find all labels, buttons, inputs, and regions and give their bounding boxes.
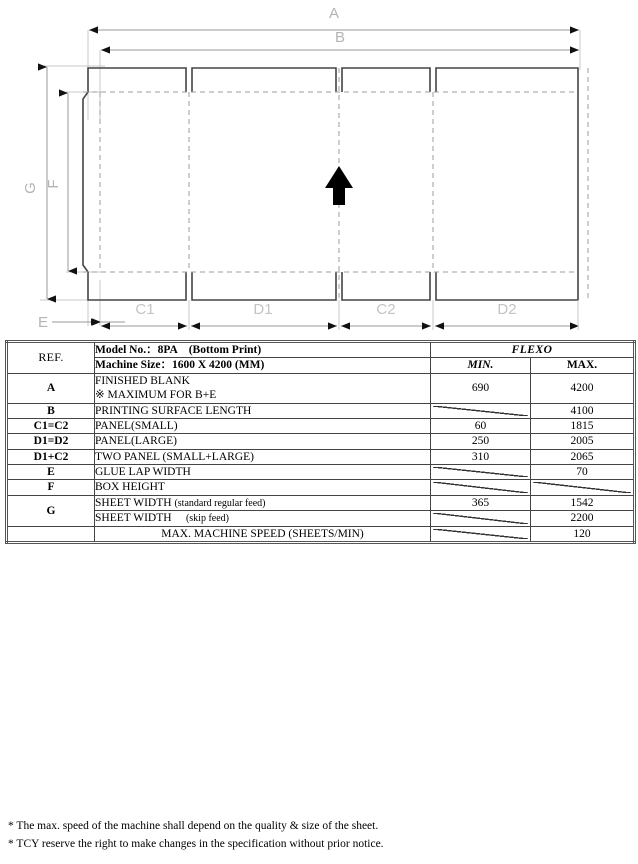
dimension-f — [45, 93, 68, 271]
row-min-value — [431, 480, 531, 495]
row-min-value: 310 — [431, 449, 531, 464]
row-max-value: 2005 — [531, 434, 635, 449]
row-ref: D1+C2 — [7, 449, 95, 464]
row-max-value: 70 — [531, 465, 635, 480]
dimension-label-f: F — [45, 179, 62, 189]
specification-table — [5, 340, 636, 544]
feed-direction-arrow — [325, 166, 353, 205]
row-max-value: 1542 — [531, 495, 635, 511]
dimension-label-a: A — [328, 5, 340, 22]
row-max-value: 4200 — [531, 373, 635, 403]
row-max-value: 2065 — [531, 449, 635, 464]
row-ref: C1=C2 — [7, 418, 95, 433]
row-description-main: SHEET WIDTH — [95, 512, 186, 525]
row-description-line1: FINISHED BLANK — [95, 374, 190, 387]
table-row — [7, 434, 635, 449]
dimension-label-d2: D2 — [497, 301, 517, 318]
row-description-detail: (skip feed) — [185, 513, 229, 525]
process-header-cell: FLEXO — [431, 342, 635, 358]
row-min-value: 690 — [431, 373, 531, 403]
table-header-row-model — [7, 342, 635, 358]
row-min-value — [431, 403, 531, 418]
row-ref — [7, 526, 95, 542]
row-ref: A — [7, 373, 95, 403]
row-description: MAX. MACHINE SPEED (SHEETS/MIN) — [95, 526, 431, 542]
row-max-value: 4100 — [531, 403, 635, 418]
row-min-value: 250 — [431, 434, 531, 449]
row-min-value — [431, 526, 531, 542]
dimension-e — [38, 314, 125, 331]
row-description: BOX HEIGHT — [95, 480, 431, 495]
table-header-row-machine-size — [7, 358, 635, 373]
dimension-label-g: G — [22, 182, 39, 194]
row-description-detail: (standard regular feed) — [174, 497, 266, 509]
model-no-cell: Model No.：8PA (Bottom Print) — [95, 342, 431, 358]
row-description — [95, 495, 431, 511]
row-min-value: 60 — [431, 418, 531, 433]
row-ref: B — [7, 403, 95, 418]
table-row — [7, 495, 635, 511]
row-description — [95, 511, 431, 527]
machine-size-cell: Machine Size：1600 X 4200 (MM) — [95, 358, 431, 373]
table-row — [7, 403, 635, 418]
footnote-line-2: * TCY reserve the right to make changes in the specification without prior notice. — [8, 837, 384, 850]
footnotes — [8, 818, 628, 854]
footnote-line-1: * The max. speed of the machine shall depend on the quality & size of the sheet. — [8, 820, 379, 832]
max-header-cell: MAX. — [531, 358, 635, 373]
dimension-b — [101, 29, 579, 50]
row-description: TWO PANEL (SMALL+LARGE) — [95, 449, 431, 464]
row-ref: D1=D2 — [7, 434, 95, 449]
row-max-value: 120 — [531, 526, 635, 542]
table-row — [7, 511, 635, 527]
table-row — [7, 373, 635, 403]
dimension-label-c2: C2 — [376, 301, 396, 318]
ref-header-cell: REF. — [7, 342, 95, 374]
specification-table-container — [5, 340, 633, 544]
row-description-line2: ※ MAXIMUM FOR B+E — [95, 389, 217, 402]
extension-lines — [40, 30, 580, 326]
row-min-value: 365 — [431, 495, 531, 511]
table-row — [7, 418, 635, 433]
dimension-label-e: E — [37, 314, 49, 331]
row-description-main: SHEET WIDTH — [95, 496, 175, 509]
table-row — [7, 480, 635, 495]
dimension-label-b: B — [334, 29, 346, 46]
table-row — [7, 526, 635, 542]
row-description — [95, 373, 431, 403]
table-row — [7, 465, 635, 480]
row-ref: G — [7, 495, 95, 526]
row-ref: E — [7, 465, 95, 480]
row-description: PANEL(LARGE) — [95, 434, 431, 449]
min-header-cell: MIN. — [431, 358, 531, 373]
row-min-value — [431, 511, 531, 527]
row-max-value: 1815 — [531, 418, 635, 433]
dimension-g — [22, 67, 47, 299]
row-min-value — [431, 465, 531, 480]
row-description: PRINTING SURFACE LENGTH — [95, 403, 431, 418]
table-row — [7, 449, 635, 464]
panel-dimension-labels — [135, 301, 516, 318]
row-description: GLUE LAP WIDTH — [95, 465, 431, 480]
row-max-value — [531, 480, 635, 495]
row-ref: F — [7, 480, 95, 495]
dimension-label-d1: D1 — [253, 301, 273, 318]
dimension-a — [89, 5, 579, 30]
dimension-label-c1: C1 — [135, 301, 155, 318]
blank-layout-drawing — [0, 0, 638, 336]
row-description: PANEL(SMALL) — [95, 418, 431, 433]
row-max-value: 2200 — [531, 511, 635, 527]
